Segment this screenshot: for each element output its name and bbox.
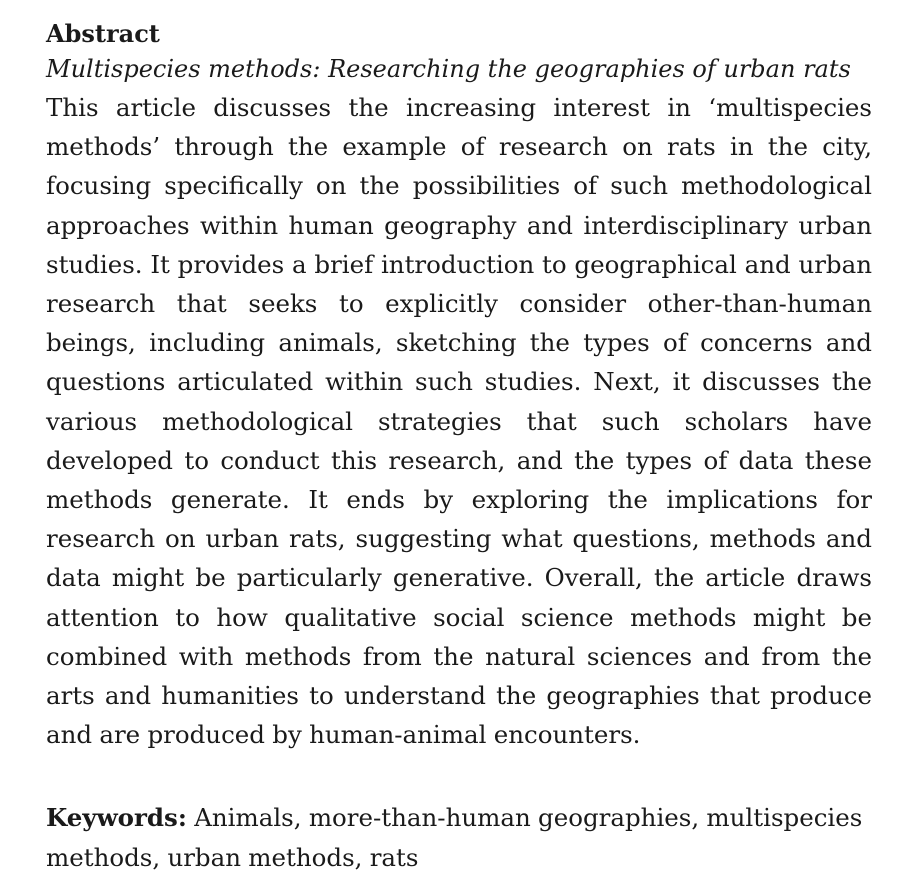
abstract-section bbox=[46, 18, 872, 877]
keywords-text: Animals, more-than-human geographies, multispecies methods, urban methods, rats bbox=[46, 803, 863, 872]
abstract-heading: Abstract bbox=[46, 19, 160, 48]
article-title: Multispecies methods: Researching the geographies of urban rats bbox=[46, 55, 851, 83]
keywords-label: Keywords: bbox=[46, 803, 187, 833]
keywords-line bbox=[46, 798, 872, 876]
abstract-body: This article discusses the increasing interest in ‘multispecies methods’ through the example of research on rats in the city, focusing specifically on the possibilities of such methodological approaches within human geography and interdisciplinary urban studies. It provides a brief introduction to geographical and urban research that seeks to explicitly consider other-than-human beings, including animals, sketching the types of concerns and questions articulated within such studies. Next, it discusses the various methodological strategies that such scholars have developed to conduct this research, and the types of data these methods generate. It ends by exploring the implications for research on urban rats, suggesting what questions, methods and data might be particularly generative. Overall, the article draws attention to how qualitative social science methods might be combined with methods from the natural sciences and from the arts and humanities to understand the geographies that produce and are produced by human-animal encounters. bbox=[46, 93, 872, 750]
